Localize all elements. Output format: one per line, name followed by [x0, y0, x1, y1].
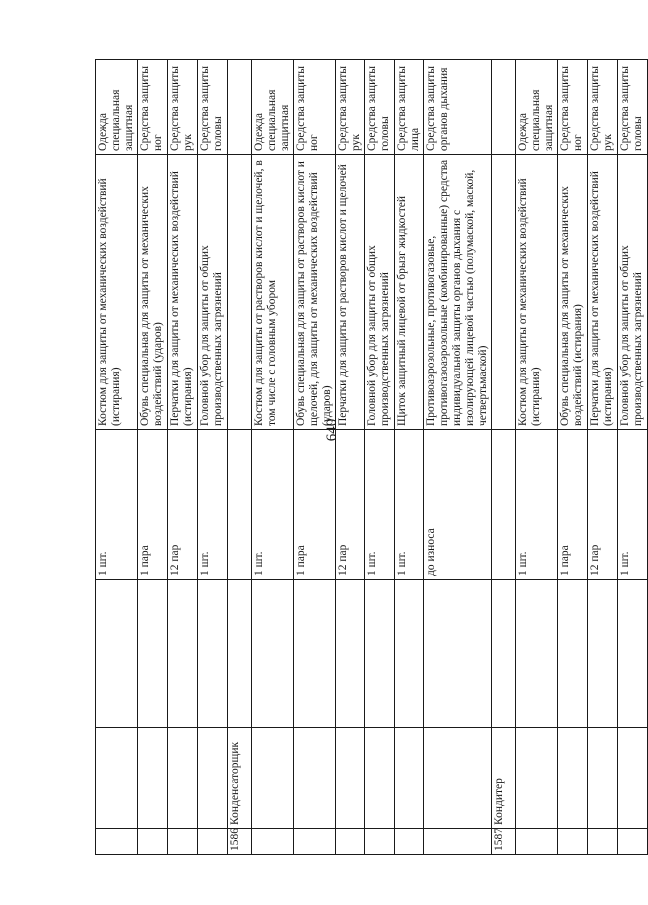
profession-cell [395, 728, 424, 829]
category-cell: Средства защиты ног [294, 60, 336, 155]
profession-cell [252, 728, 294, 829]
ppe-norms-table [95, 59, 648, 855]
row-number-cell [336, 829, 365, 855]
table-row [336, 60, 365, 855]
quantity-cell: 12 пар [336, 430, 365, 580]
row-number-cell [618, 829, 648, 855]
category-cell [228, 60, 252, 155]
item-description-cell: Костюм для защиты от механических воздействий (истирания) [516, 155, 558, 430]
category-cell: Средства защиты рук [168, 60, 198, 155]
row-number-cell [294, 829, 336, 855]
category-cell: Средства защиты головы [365, 60, 395, 155]
category-cell: Средства защиты рук [336, 60, 365, 155]
profession-cell [294, 728, 336, 829]
table-row [365, 60, 395, 855]
item-description-cell: Головной убор для защиты от общих производственных загрязнений [618, 155, 648, 430]
item-description-cell: Головной убор для защиты от общих производственных загрязнений [198, 155, 228, 430]
item-description-cell [228, 155, 252, 430]
norm-reference-cell [365, 580, 395, 728]
quantity-cell: 12 пар [588, 430, 618, 580]
quantity-cell: до износа [424, 430, 492, 580]
category-cell: Средства защиты ног [558, 60, 588, 155]
profession-cell [365, 728, 395, 829]
row-number-cell [516, 829, 558, 855]
row-number-cell [168, 829, 198, 855]
quantity-cell: 1 шт. [618, 430, 648, 580]
quantity-cell: 1 шт. [96, 430, 138, 580]
quantity-cell: 1 пара [558, 430, 588, 580]
table-row [168, 60, 198, 855]
item-description-cell: Перчатки для защиты от механических воздействий (истирания) [588, 155, 618, 430]
row-number-cell [588, 829, 618, 855]
profession-cell: Конденсаторщик [228, 728, 252, 829]
quantity-cell [228, 430, 252, 580]
category-cell: Средства защиты головы [198, 60, 228, 155]
table-row [618, 60, 648, 855]
row-number-cell [395, 829, 424, 855]
norm-reference-cell [96, 580, 138, 728]
norm-reference-cell [618, 580, 648, 728]
category-cell [492, 60, 516, 155]
category-cell: Средства защиты рук [588, 60, 618, 155]
quantity-cell: 1 шт. [252, 430, 294, 580]
item-description-cell [492, 155, 516, 430]
norm-reference-cell [588, 580, 618, 728]
table-row [294, 60, 336, 855]
row-number-cell [365, 829, 395, 855]
table-row [558, 60, 588, 855]
row-number-cell: 1586 [228, 829, 252, 855]
table-row [492, 60, 516, 855]
profession-cell [516, 728, 558, 829]
profession-cell [424, 728, 492, 829]
row-number-cell [96, 829, 138, 855]
table-row [198, 60, 228, 855]
category-cell: Средства защиты ног [138, 60, 168, 155]
norm-reference-cell [198, 580, 228, 728]
category-cell: Одежда специальная защитная [96, 60, 138, 155]
table-row [588, 60, 618, 855]
norm-reference-cell [492, 580, 516, 728]
quantity-cell: 1 шт. [198, 430, 228, 580]
category-cell: Одежда специальная защитная [516, 60, 558, 155]
norm-reference-cell [424, 580, 492, 728]
profession-cell [138, 728, 168, 829]
category-cell: Средства защиты лица [395, 60, 424, 155]
profession-cell [558, 728, 588, 829]
table-row [516, 60, 558, 855]
table-row [252, 60, 294, 855]
quantity-cell [492, 430, 516, 580]
table-body [96, 60, 648, 855]
category-cell: Средства защиты органов дыхания [424, 60, 492, 155]
norm-reference-cell [294, 580, 336, 728]
norm-reference-cell [168, 580, 198, 728]
quantity-cell: 1 шт. [365, 430, 395, 580]
category-cell: Средства защиты головы [618, 60, 648, 155]
profession-cell: Кондитер [492, 728, 516, 829]
quantity-cell: 1 пара [294, 430, 336, 580]
page-number: 640 [324, 418, 340, 442]
table-row [395, 60, 424, 855]
row-number-cell [198, 829, 228, 855]
profession-cell [588, 728, 618, 829]
item-description-cell: Костюм для защиты от механических воздействий (истирания) [96, 155, 138, 430]
quantity-cell: 1 шт. [395, 430, 424, 580]
row-number-cell: 1587 [492, 829, 516, 855]
norm-reference-cell [558, 580, 588, 728]
table-row [96, 60, 138, 855]
category-cell: Одежда специальная защитная [252, 60, 294, 155]
profession-cell [96, 728, 138, 829]
item-description-cell: Обувь специальная для защиты от механических воздействий (истирания) [558, 155, 588, 430]
rotated-page-content [95, 60, 644, 855]
item-description-cell: Перчатки для защиты от механических воздействий (истирания) [168, 155, 198, 430]
norm-reference-cell [252, 580, 294, 728]
quantity-cell: 12 пар [168, 430, 198, 580]
item-description-cell: Щиток защитный лицевой от брызг жидкостей [395, 155, 424, 430]
item-description-cell: Противоаэрозольные, противогазовые, противогазоаэрозольные (комбинированные) средства индивидуальной защиты органов дыхания с изолирующей лицевой частью (полумаской, маской, четвертьмаской) [424, 155, 492, 430]
profession-cell [198, 728, 228, 829]
norm-reference-cell [228, 580, 252, 728]
profession-cell [618, 728, 648, 829]
table-row [424, 60, 492, 855]
row-number-cell [424, 829, 492, 855]
table-row [138, 60, 168, 855]
norm-reference-cell [516, 580, 558, 728]
row-number-cell [252, 829, 294, 855]
row-number-cell [138, 829, 168, 855]
profession-cell [336, 728, 365, 829]
norm-reference-cell [138, 580, 168, 728]
quantity-cell: 1 пара [138, 430, 168, 580]
item-description-cell: Обувь специальная для защиты от механических воздействий (ударов) [138, 155, 168, 430]
norm-reference-cell [395, 580, 424, 728]
table-row [228, 60, 252, 855]
item-description-cell: Перчатки для защиты от растворов кислот и щелочей [336, 155, 365, 430]
row-number-cell [558, 829, 588, 855]
item-description-cell: Костюм для защиты от растворов кислот и щелочей, в том числе с головным убором [252, 155, 294, 430]
item-description-cell: Головной убор для защиты от общих производственных загрязнений [365, 155, 395, 430]
norm-reference-cell [336, 580, 365, 728]
item-description-cell: Обувь специальная для защиты от растворов кислот и щелочей, для защиты от механических воздействий (ударов) [294, 155, 336, 430]
quantity-cell: 1 шт. [516, 430, 558, 580]
profession-cell [168, 728, 198, 829]
